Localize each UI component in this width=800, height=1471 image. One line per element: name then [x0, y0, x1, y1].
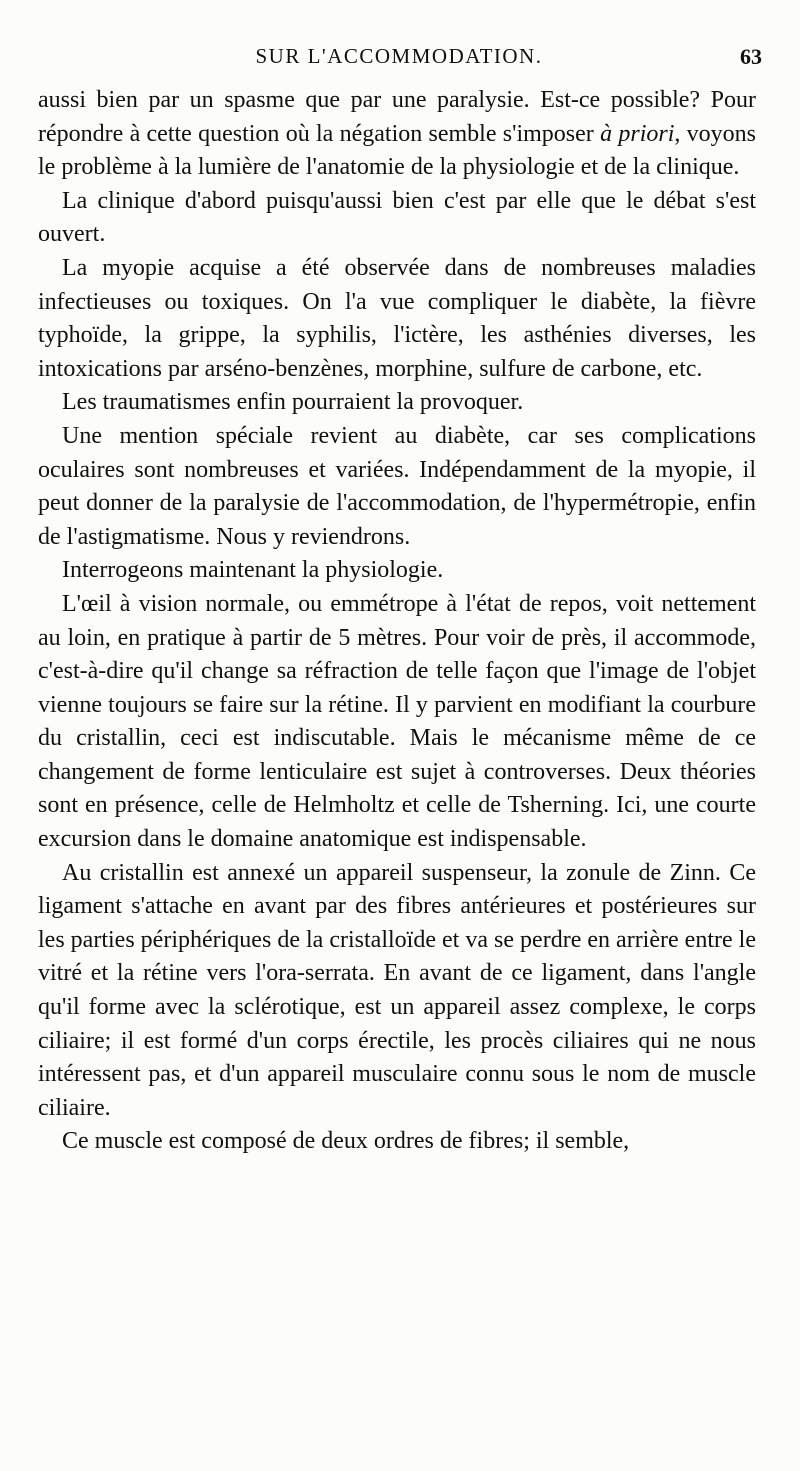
- paragraph-8: Au cristallin est annexé un appareil suspenseur, la zonule de Zinn. Ce ligament s'attache en avant par des fibres antérieures et postérieures sur les parties périphériques de la cristalloïde et va se perdre en arrière entre le vitré et la rétine vers l'ora-serrata. En avant de ce ligament, dans l'angle qu'il forme avec la sclérotique, est un appareil assez complexe, le corps ciliaire; il est formé d'un corps érectile, les procès ciliaires qui ne nous intéressent pas, et d'un appareil musculaire connu sous le nom de muscle ciliaire.: [38, 859, 756, 1121]
- page-number: 63: [740, 44, 762, 69]
- paragraph-4: Les traumatismes enfin pourraient la provoquer.: [62, 389, 524, 416]
- italic-phrase: à priori: [600, 120, 675, 147]
- page-header: [36, 44, 762, 74]
- paragraph-1-text-end: , voyons le problème à la lumière de l'anatomie de la physiologie et de la clinique.: [38, 120, 757, 181]
- paragraph-6: Interrogeons maintenant la physiologie.: [62, 557, 444, 584]
- paragraph-1: [38, 84, 756, 185]
- paragraph-9: Ce muscle est composé de deux ordres de fibres; il semble,: [62, 1128, 630, 1155]
- paragraph-5: Une mention spéciale revient au diabète, car ses complications oculaires sont nombreuses et variées. Indépendamment de la myopie, il peut donner de la paralysie de l'accommodation, de l'hypermétropie, enfin de l'astigmatisme. Nous y reviendrons.: [38, 422, 756, 550]
- paragraph-7: L'œil à vision normale, ou emmétrope à l'état de repos, voit nettement au loin, en pratique à partir de 5 mètres. Pour voir de près, il accommode, c'est-à-dire qu'il change sa réfraction de telle façon que l'image de l'objet vienne toujours se faire sur la rétine. Il y parvient en modifiant la courbure du cristallin, ceci est indiscutable. Mais le mécanisme même de ce changement de forme lenticulaire est sujet à controverses. Deux théories sont en présence, celle de Helmholtz et celle de Tsherning. Ici, une courte excursion dans le domaine anatomique est indispensable.: [38, 590, 756, 853]
- paragraph-1-text-start: aussi bien par un spasme que par une paralysie. Est-ce possible? Pour répondre à cette question où la négation semble s'imposer: [38, 87, 756, 147]
- body-text: [38, 84, 756, 1159]
- running-title: SUR L'ACCOMMODATION.: [255, 44, 543, 68]
- paragraph-3: La myopie acquise a été observée dans de nombreuses maladies infectieuses ou toxiques. On l'a vue compliquer le diabète, la fièvre typhoïde, la grippe, la syphilis, l'ictère, les asthénies diverses, les intoxications par arséno-benzènes, morphine, sulfure de carbone, etc.: [38, 254, 756, 382]
- paragraph-2: La clinique d'abord puisqu'aussi bien c'est par elle que le débat s'est ouvert.: [38, 187, 756, 248]
